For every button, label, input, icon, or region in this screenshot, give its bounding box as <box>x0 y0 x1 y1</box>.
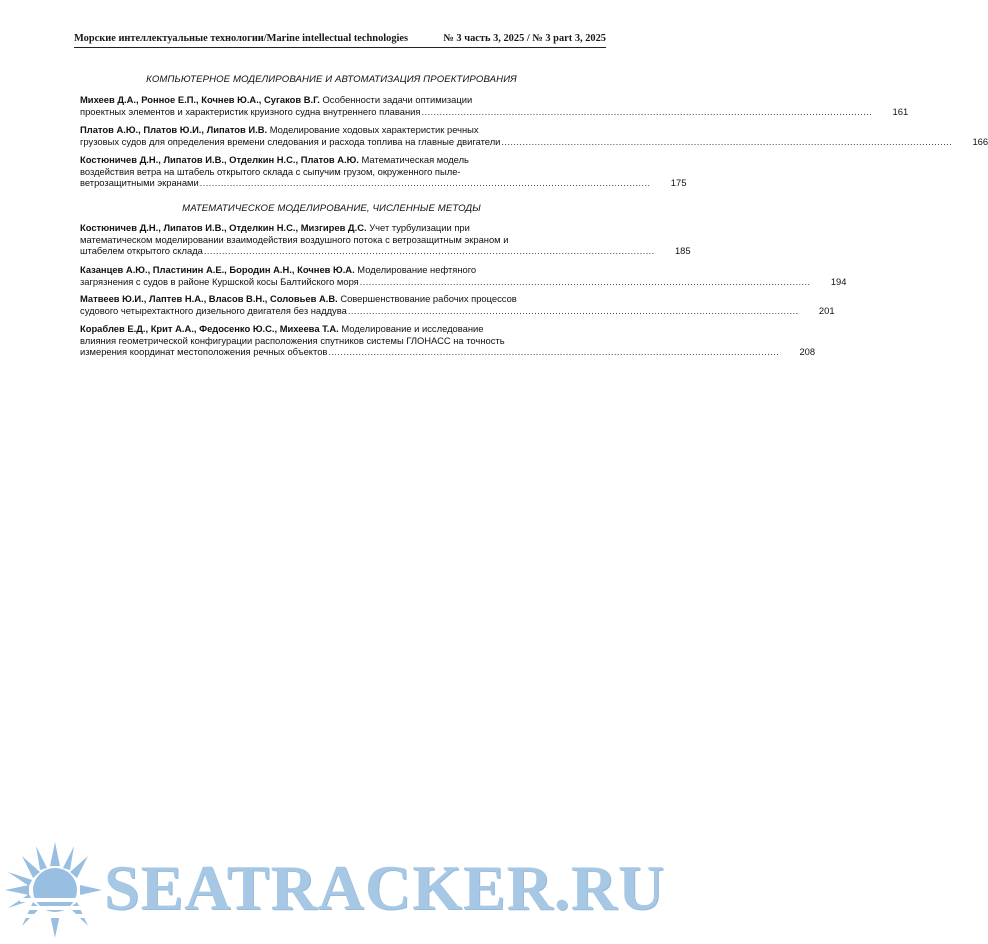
toc-entry-authors: Матвеев Ю.И., Лаптев Н.А., Власов В.Н., Соловьев А.В. <box>80 293 338 304</box>
toc-entry-title: Учет турбулизации при <box>369 222 470 233</box>
toc-entry-title: Математическая модель <box>361 154 469 165</box>
toc-entry-title-end: загрязнения с судов в районе Куршской косы Балтийского моря <box>80 275 359 287</box>
toc-entry-middle-line: математическом моделировании взаимодействия воздушного потока с ветрозащитным экраном и <box>80 233 509 245</box>
toc-entry-first-line <box>80 323 593 335</box>
toc-entry[interactable] <box>80 94 909 117</box>
toc-entry-page: 201 <box>818 304 835 316</box>
toc-entry[interactable] <box>80 154 687 189</box>
toc-entry-page: 208 <box>799 346 816 357</box>
toc-entry-last-line <box>80 346 816 358</box>
leader-dots: ...................................................................................................................................................... <box>199 177 651 188</box>
toc-entry-page: 185 <box>674 245 691 256</box>
issue-number: № 3 часть 3, 2025 / № 3 part 3, 2025 <box>443 33 606 44</box>
toc-entry-authors: Казанцев А.Ю., Пластинин А.Е., Бородин А.Н., Кочнев Ю.А. <box>80 264 355 275</box>
toc-entry-first-line <box>80 94 593 106</box>
toc-entry-page: 166 <box>972 135 988 147</box>
toc-entry-page: 175 <box>670 177 687 188</box>
toc-entry-title: Моделирование ходовых характеристик речных <box>269 124 479 135</box>
toc-entry[interactable] <box>80 264 847 287</box>
toc-entry-authors: Михеев Д.А., Ронное Е.П., Кочнев Ю.А., Сугаков В.Г. <box>80 94 320 105</box>
leader-dots: ...................................................................................................................................................... <box>359 275 811 287</box>
toc-entry-first-line <box>80 154 593 166</box>
toc-entry-last-line <box>80 275 847 288</box>
toc-entry[interactable] <box>80 222 691 257</box>
section-title-math-modeling: МАТЕМАТИЧЕСКОЕ МОДЕЛИРОВАНИЕ, ЧИСЛЕННЫЕ МЕТОДЫ <box>182 203 481 214</box>
leader-dots: ...................................................................................................................................................... <box>203 245 655 256</box>
toc-entry-last-line <box>80 105 909 118</box>
section-title-computer-modeling: КОМПЬЮТЕРНОЕ МОДЕЛИРОВАНИЕ И АВТОМАТИЗАЦИЯ ПРОЕКТИРОВАНИЯ <box>146 74 517 85</box>
toc-entry-first-line <box>80 124 593 136</box>
toc-entry[interactable] <box>80 293 835 316</box>
toc-entry-title-end: грузовых судов для определения времени следования и расхода топлива на главные двигатели <box>80 135 501 147</box>
toc-entry-middle-line: влияния геометрической конфигурации расположения спутников системы ГЛОНАСС на точность <box>80 334 505 346</box>
running-header <box>74 33 606 44</box>
toc-entry-last-line <box>80 304 835 317</box>
toc-entry-title-end: ветрозащитными экранами <box>80 177 199 188</box>
toc-entry-authors: Костюничев Д.Н., Липатов И.В., Отделкин Н.С., Платов А.Ю. <box>80 154 359 165</box>
toc-entry-title: Совершенствование рабочих процессов <box>340 293 517 304</box>
toc-entry-title: Моделирование нефтяного <box>357 264 477 275</box>
toc-entry-first-line <box>80 293 593 305</box>
leader-dots: ...................................................................................................................................................... <box>501 135 953 147</box>
toc-entry-title: Моделирование и исследование <box>341 323 484 334</box>
toc-entry[interactable] <box>80 323 816 358</box>
toc-entry-authors: Костюничев Д.Н., Липатов И.В., Отделкин Н.С., Мизгирев Д.С. <box>80 222 367 233</box>
toc-entry-page: 161 <box>892 105 909 117</box>
toc-entry-authors: Кораблев Е.Д., Крит А.А., Федосенко Ю.С., Михеева Т.А. <box>80 323 339 334</box>
toc-entry-last-line <box>80 177 687 189</box>
wave-icon <box>20 898 90 918</box>
toc-entry-middle-line: воздействия ветра на штабель открытого склада с сыпучим грузом, окруженного пыле- <box>80 165 461 177</box>
toc-entry-title-end: измерения координат местоположения речных объектов <box>80 346 328 357</box>
toc-entry-first-line <box>80 222 593 234</box>
toc-entry-last-line <box>80 135 988 148</box>
toc-entry-title: Особенности задачи оптимизации <box>322 94 473 105</box>
toc-entry[interactable] <box>80 124 988 147</box>
toc-entry-title-end: штабелем открытого склада <box>80 245 203 256</box>
toc-entry-page: 194 <box>830 275 847 287</box>
toc-entry-first-line <box>80 264 593 276</box>
header-rule <box>74 47 606 48</box>
leader-dots: ...................................................................................................................................................... <box>421 105 873 117</box>
journal-title: Морские интеллектуальные технологии/Marine intellectual technologies <box>74 33 409 44</box>
toc-entry-title-end: судового четырехтактного дизельного двигателя без наддува <box>80 304 347 316</box>
leader-dots: ...................................................................................................................................................... <box>347 304 799 316</box>
toc-entry-last-line <box>80 245 691 257</box>
leader-dots: ...................................................................................................................................................... <box>328 346 780 357</box>
toc-entry-title-end: проектных элементов и характеристик круизного судна внутреннего плавания <box>80 105 421 117</box>
toc-entry-authors: Платов А.Ю., Платов Ю.И., Липатов И.В. <box>80 124 268 135</box>
sun-icon <box>5 842 102 938</box>
watermark-text: SEATRACKER.RU <box>104 852 666 923</box>
